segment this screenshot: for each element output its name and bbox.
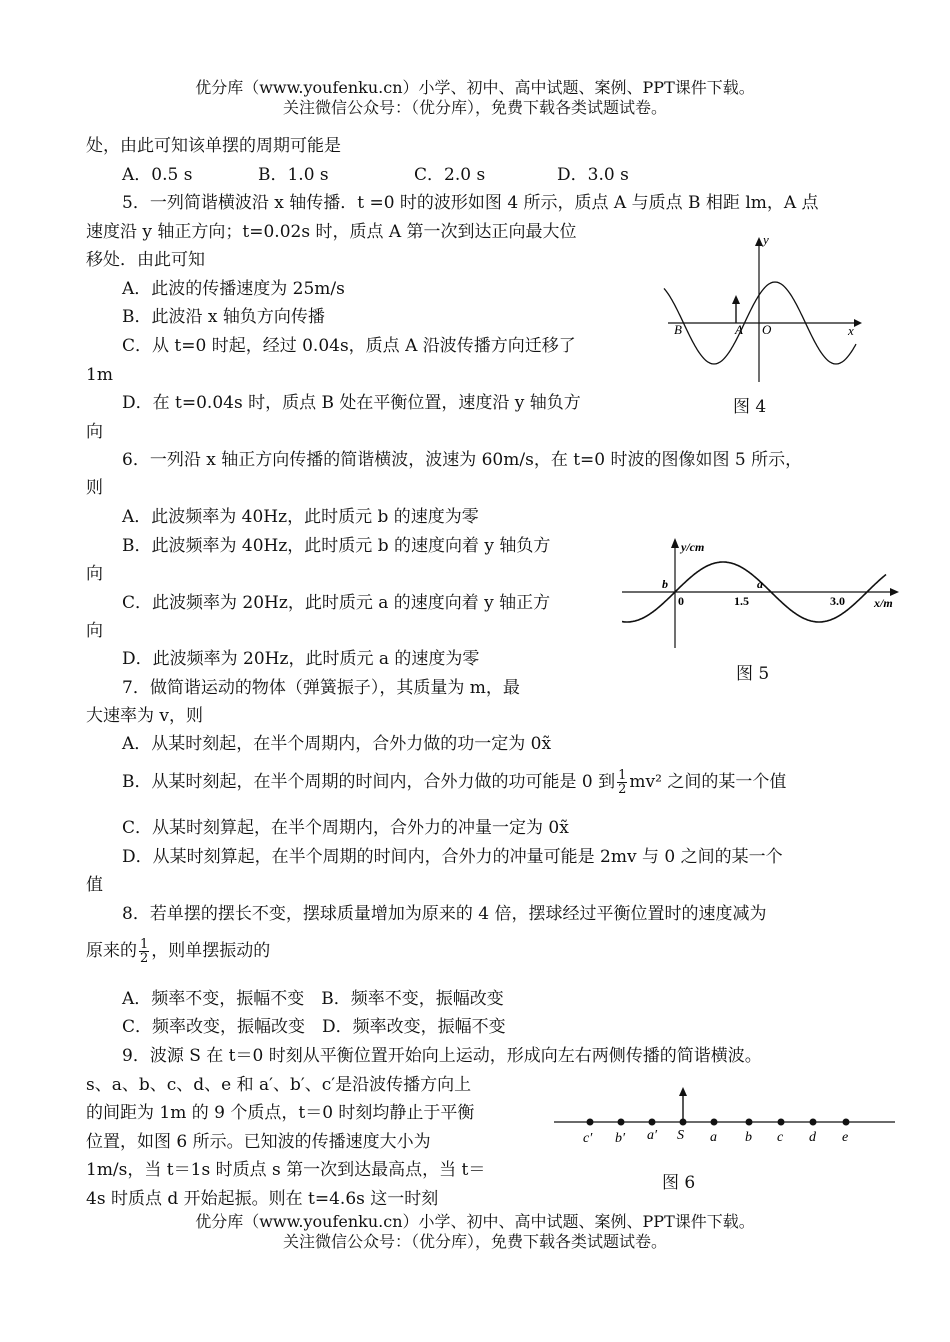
- particle-e: [842, 1119, 850, 1146]
- q6-option-c: C．此波频率为 20Hz，此时质元 a 的速度向着 y 轴正方: [122, 593, 551, 613]
- svg-text:b: b: [745, 1130, 752, 1145]
- footer-line-1: 优分库（www.youfenku.cn）小学、初中、高中试题、案例、PPT课件下载。: [195, 1212, 755, 1231]
- q6-option-d: D．此波频率为 20Hz，此时质元 a 的速度为零: [122, 649, 480, 669]
- q4-tail: 处，由此可知该单摆的周期可能是: [86, 136, 341, 156]
- x-axis-label: x/m: [874, 596, 893, 610]
- tick-1-5: 1.5: [734, 594, 749, 608]
- header-line-2: 关注微信公众号：（优分库），免费下载各类试题试卷。: [282, 98, 667, 117]
- q7-option-b: [122, 768, 786, 796]
- q5-option-d: D．在 t=0.04s 时，质点 B 处在平衡位置，速度沿 y 轴负方: [122, 393, 581, 413]
- q5-stem-1: 5．一列简谐横波沿 x 轴传播．t =0 时的波形如图 4 所示，质点 A 与质点 B 相距 lm，A 点: [122, 193, 819, 213]
- q7-option-b-pre: B．从某时刻起，在半个周期的时间内，合外力做的功可能是 0 到: [122, 772, 616, 792]
- q4-option-a: A．0.5 s: [122, 165, 193, 185]
- q8-stem-2: 原来的 $\frac{1}{2}$ ，则单摆振动的: [86, 937, 271, 966]
- figure-5-wave-graph: [618, 534, 908, 652]
- y-axis-label: y: [763, 232, 769, 247]
- q6-option-a: A．此波频率为 40Hz，此时质元 b 的速度为零: [122, 507, 479, 527]
- q6-option-b: B．此波频率为 40Hz，此时质元 b 的速度向着 y 轴负方: [122, 536, 551, 556]
- q9-stem-6: 4s 时质点 d 开始起振。则在 t=4.6s 这一时刻: [86, 1189, 439, 1209]
- svg-text:c′: c′: [583, 1131, 593, 1146]
- q9-stem-5: 1m/s，当 t＝1s 时质点 s 第一次到达最高点，当 t＝: [86, 1160, 486, 1180]
- q8-options-cd: C．频率改变，振幅改变 D．频率改变，振幅不变: [122, 1017, 506, 1037]
- point-b-label: B: [674, 322, 682, 337]
- footer-line-2: 关注微信公众号：（优分库），免费下载各类试题试卷。: [282, 1232, 667, 1251]
- figure-6-particles: [552, 1084, 902, 1154]
- svg-text:b′: b′: [615, 1131, 626, 1146]
- particle-c: [777, 1119, 785, 1146]
- svg-text:a′: a′: [647, 1128, 658, 1143]
- q5-option-b: B．此波沿 x 轴负方向传播: [122, 307, 325, 327]
- point-a-label: a: [757, 577, 763, 591]
- q4-option-b: B．1.0 s: [258, 165, 329, 185]
- q5-option-c-cont: 1m: [86, 365, 113, 385]
- q5-stem-2: 速度沿 y 轴正方向；t=0.02s 时，质点 A 第一次到达正向最大位: [86, 222, 577, 242]
- particle-a: [710, 1119, 718, 1146]
- q5-option-a: A．此波的传播速度为 25m/s: [122, 279, 345, 299]
- q6-stem-1: 6．一列沿 x 轴正方向传播的简谐横波，波速为 60m/s，在 t=0 时波的图像如图 5 所示，: [122, 450, 803, 470]
- y-axis-label: y/cm: [681, 540, 705, 554]
- fraction-one-half: $\frac{1}{2}$: [140, 937, 149, 966]
- origin-label: O: [762, 322, 772, 337]
- q9-stem-2: s、a、b、c、d、e 和 a′、b′、c′是沿波传播方向上: [86, 1075, 472, 1095]
- q7-option-c: C．从某时刻算起，在半个周期内，合外力的冲量一定为 0x̃: [122, 818, 569, 838]
- q7-stem-2: 大速率为 v，则: [86, 706, 204, 726]
- q9-stem-4: 位置，如图 6 所示。已知波的传播速度大小为: [86, 1132, 431, 1152]
- q8-stem-1: 8．若单摆的摆长不变，摆球质量增加为原来的 4 倍，摆球经过平衡位置时的速度减为: [122, 904, 767, 924]
- tick-0: 0: [678, 594, 684, 608]
- q6-stem-2: 则: [86, 478, 103, 498]
- point-a-label: A: [735, 322, 743, 337]
- svg-text:c: c: [777, 1130, 784, 1145]
- point-b-label: b: [662, 577, 668, 591]
- q8-options-ab: A．频率不变，振幅不变 B．频率不变，振幅改变: [122, 989, 504, 1009]
- q4-option-c: C．2.0 s: [414, 165, 486, 185]
- particle-d: [809, 1119, 817, 1146]
- q4-option-d: D．3.0 s: [557, 165, 629, 185]
- svg-text:a: a: [710, 1130, 717, 1145]
- particle-b: [745, 1119, 753, 1146]
- q5-stem-3: 移处．由此可知: [86, 250, 205, 270]
- figure-4-caption: 图 4: [733, 397, 767, 417]
- q6-option-c-cont: 向: [86, 621, 103, 641]
- svg-text:d: d: [809, 1130, 816, 1145]
- q5-option-d-cont: 向: [86, 422, 103, 442]
- figure-5-caption: 图 5: [736, 664, 770, 684]
- q7-option-a: A．从某时刻起，在半个周期内，合外力做的功一定为 0x̃: [122, 734, 552, 754]
- header-line-1: 优分库（www.youfenku.cn）小学、初中、高中试题、案例、PPT课件下载。: [195, 78, 755, 97]
- q7-stem-1: 7．做简谐运动的物体（弹簧振子），其质量为 m，最: [122, 678, 520, 698]
- velocity-arrow-icon: [732, 295, 740, 304]
- q7-option-d-cont: 值: [86, 875, 103, 895]
- svg-text:e: e: [842, 1130, 849, 1145]
- svg-text:S: S: [677, 1128, 684, 1143]
- q5-option-c: C．从 t=0 时起，经过 0.04s，质点 A 沿波传播方向迁移了: [122, 336, 576, 356]
- upward-arrow-icon: [679, 1087, 687, 1096]
- tick-3-0: 3.0: [830, 594, 845, 608]
- q6-option-b-cont: 向: [86, 564, 103, 584]
- q7-option-b-post: mv² 之间的某一个值: [629, 772, 787, 792]
- q7-option-d: D．从某时刻算起，在半个周期的时间内，合外力的冲量可能是 2mv 与 0 之间的某一个: [122, 847, 783, 867]
- figure-4-wave-graph: [660, 232, 870, 392]
- x-axis-label: x: [848, 323, 854, 338]
- q9-stem-3: 的间距为 1m 的 9 个质点，t＝0 时刻均静止于平衡: [86, 1103, 475, 1123]
- fraction-one-half: $\frac{1}{2}$: [618, 768, 627, 797]
- q9-stem-1: 9．波源 S 在 t＝0 时刻从平衡位置开始向上运动，形成向左右两侧传播的简谐横波。: [122, 1046, 762, 1066]
- figure-6-caption: 图 6: [662, 1173, 696, 1193]
